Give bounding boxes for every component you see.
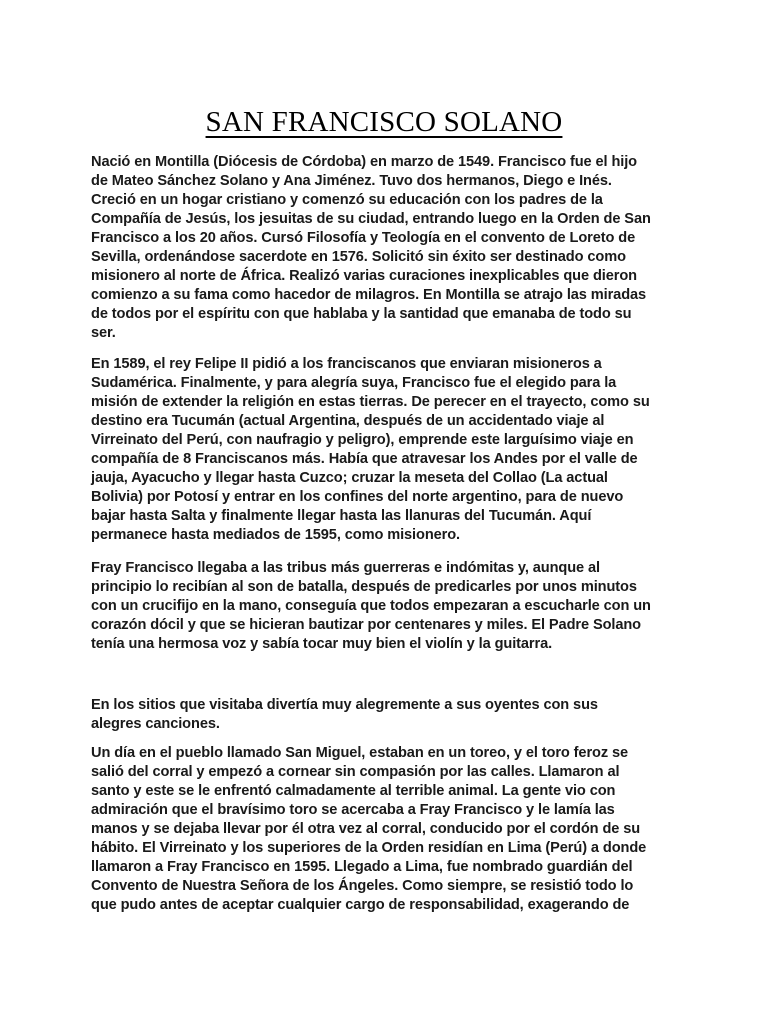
paragraph-line: Nació en Montilla (Diócesis de Córdoba) en marzo de 1549. Francisco fue el hijo bbox=[91, 154, 637, 170]
paragraph-line: compañía de 8 Franciscanos más. Había que atravesar los Andes por el valle de bbox=[91, 451, 638, 467]
paragraph-line: bajar hasta Salta y finalmente llegar hasta las llanuras del Tucumán. Aquí bbox=[91, 508, 592, 524]
paragraph-line: destino era Tucumán (actual Argentina, después de un accidentado viaje al bbox=[91, 413, 605, 429]
paragraph-line: santo y este se le enfrentó calmadamente al terrible animal. La gente vio con bbox=[91, 783, 616, 799]
paragraph-line: Virreinato del Perú, con naufragio y peligro), emprende este larguísimo viaje en bbox=[91, 432, 634, 448]
paragraph-line: ser. bbox=[91, 325, 116, 341]
paragraph-line: jauja, Ayacucho y llegar hasta Cuzco; cruzar la meseta del Collao (La actual bbox=[91, 470, 608, 486]
paragraph-line: Sudamérica. Finalmente, y para alegría suya, Francisco fue el elegido para la bbox=[91, 375, 617, 391]
paragraph-line: Bolivia) por Potosí y entrar en los confines del norte argentino, para de nuevo bbox=[91, 489, 624, 505]
paragraph-line: hábito. El Virreinato y los superiores de la Orden residían en Lima (Perú) a donde bbox=[91, 840, 647, 856]
paragraph-line: principio lo recibían al son de batalla, después de predicarles por unos minutos bbox=[91, 579, 637, 595]
paragraph-line: que pudo antes de aceptar cualquier cargo de responsabilidad, exagerando de bbox=[91, 897, 630, 913]
paragraph-line: llamaron a Fray Francisco en 1595. Llegado a Lima, fue nombrado guardián del bbox=[91, 859, 633, 875]
paragraph-line: Un día en el pueblo llamado San Miguel, estaban en un toreo, y el toro feroz se bbox=[91, 745, 629, 761]
paragraph-line: tenía una hermosa voz y sabía tocar muy bien el violín y la guitarra. bbox=[91, 636, 553, 652]
paragraph-line: En 1589, el rey Felipe II pidió a los franciscanos que enviaran misioneros a bbox=[91, 356, 602, 372]
paragraph-line: Compañía de Jesús, los jesuitas de su ciudad, entrando luego en la Orden de San bbox=[91, 211, 651, 227]
paragraph-line: admiración que el bravísimo toro se acercaba a Fray Francisco y le lamía las bbox=[91, 802, 615, 818]
document-title-text: SAN FRANCISCO SOLANO bbox=[205, 106, 563, 138]
paragraph-line: misión de extender la religión en estas tierras. De perecer en el trayecto, como su bbox=[91, 394, 650, 410]
paragraph-tribes bbox=[91, 559, 691, 654]
paragraph-songs bbox=[91, 696, 691, 734]
paragraph-line: Creció en un hogar cristiano y comenzó su educación con los padres de la bbox=[91, 192, 603, 208]
paragraph-birth bbox=[91, 153, 691, 343]
paragraph-line: comienzo a su fama como hacedor de milagros. En Montilla se atrajo las miradas bbox=[91, 287, 647, 303]
paragraph-line: En los sitios que visitaba divertía muy alegremente a sus oyentes con sus bbox=[91, 697, 598, 713]
paragraph-line: corazón dócil y que se hicieran bautizar por centenares y miles. El Padre Solano bbox=[91, 617, 641, 633]
paragraph-line: permanece hasta mediados de 1595, como misionero. bbox=[91, 527, 461, 543]
paragraph-line: manos y se dejaba llevar por él otra vez al corral, conducido por el cordón de su bbox=[91, 821, 641, 837]
paragraph-line: alegres canciones. bbox=[91, 716, 220, 732]
paragraph-line: Convento de Nuestra Señora de los Ángeles. Como siempre, se resistió todo lo bbox=[91, 878, 634, 894]
paragraph-line: de Mateo Sánchez Solano y Ana Jiménez. Tuvo dos hermanos, Diego e Inés. bbox=[91, 173, 612, 189]
document-title bbox=[0, 104, 768, 140]
paragraph-line: Francisco a los 20 años. Cursó Filosofía y Teología en el convento de Loreto de bbox=[91, 230, 636, 246]
paragraph-line: de todos por el espíritu con que hablaba y la santidad que emanaba de todo su bbox=[91, 306, 632, 322]
paragraph-line: con un crucifijo en la mano, conseguía que todos empezaran a escucharle con un bbox=[91, 598, 651, 614]
paragraph-bull bbox=[91, 744, 691, 915]
paragraph-line: Sevilla, ordenándose sacerdote en 1576. Solicitó sin éxito ser destinado como bbox=[91, 249, 626, 265]
paragraph-line: salió del corral y empezó a cornear sin compasión por las calles. Llamaron al bbox=[91, 764, 620, 780]
paragraph-line: Fray Francisco llegaba a las tribus más guerreras e indómitas y, aunque al bbox=[91, 560, 600, 576]
paragraph-mission bbox=[91, 355, 691, 545]
paragraph-line: misionero al norte de África. Realizó varias curaciones inexplicables que dieron bbox=[91, 268, 637, 284]
